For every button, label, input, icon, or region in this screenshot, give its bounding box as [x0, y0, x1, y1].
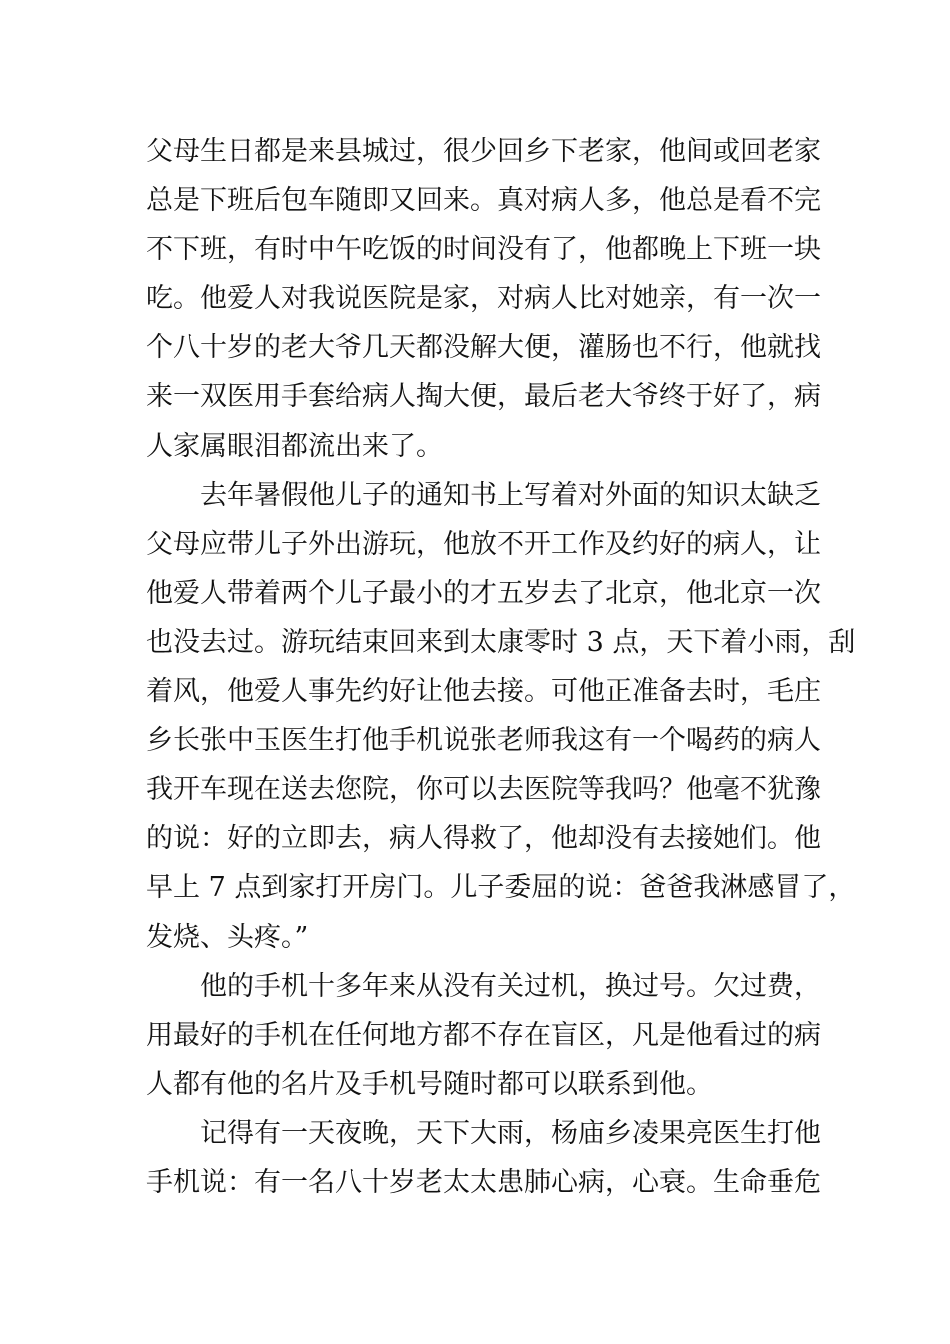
- text-line: 不下班，有时中午吃饭的时间没有了，他都晚上下班一块: [146, 234, 821, 266]
- text-line: 吃。他爱人对我说医院是家，对病人比对她亲，有一次一: [146, 283, 821, 315]
- text-line: 总是下班后包车随即又回来。真对病人多，他总是看不完: [146, 185, 821, 217]
- text-line: 乡长张中玉医生打他手机说张老师我这有一个喝药的病人: [146, 725, 821, 757]
- text-line: 他爱人带着两个儿子最小的才五岁去了北京，他北京一次: [146, 577, 821, 609]
- paragraph-first-line: 他的手机十多年来从没有关过机，换过号。欠过费，: [200, 970, 821, 1002]
- text-line: 发烧、头疼。”: [146, 921, 309, 953]
- text-line: 用最好的手机在任何地方都不存在盲区，凡是他看过的病: [146, 1019, 821, 1051]
- text-line: 父母生日都是来县城过，很少回乡下老家，他间或回老家: [146, 136, 821, 167]
- text-line: 的说：好的立即去，病人得救了，他却没有去接她们。他: [146, 823, 821, 855]
- paragraph-first-line: 去年暑假他儿子的通知书上写着对外面的知识太缺乏: [200, 479, 821, 511]
- text-line: 我开车现在送去您院，你可以去医院等我吗？他毫不犹豫: [146, 774, 821, 806]
- text-line: 父母应带儿子外出游玩，他放不开工作及约好的病人，让: [146, 528, 821, 560]
- paragraph-first-line: 记得有一天夜晚，天下大雨，杨庙乡凌果亮医生打他: [200, 1117, 821, 1149]
- body-text: [146, 127, 856, 1207]
- text-line: 人都有他的名片及手机号随时都可以联系到他。: [146, 1068, 713, 1100]
- text-line: 个八十岁的老大爷几天都没解大便，灌肠也不行，他就找: [146, 332, 821, 364]
- text-line: 早上 7 点到家打开房门。儿子委屈的说：爸爸我淋感冒了，: [146, 872, 856, 904]
- text-line: 也没去过。游玩结束回来到太康零时 3 点，天下着小雨，刮: [146, 626, 856, 658]
- text-line: 着风，他爱人事先约好让他去接。可他正准备去时，毛庄: [146, 676, 821, 708]
- text-line: 人家属眼泪都流出来了。: [146, 430, 443, 462]
- text-line: 来一双医用手套给病人掏大便，最后老大爷终于好了，病: [146, 381, 821, 413]
- text-line: 手机说：有一名八十岁老太太患肺心病，心衰。生命垂危: [146, 1166, 821, 1198]
